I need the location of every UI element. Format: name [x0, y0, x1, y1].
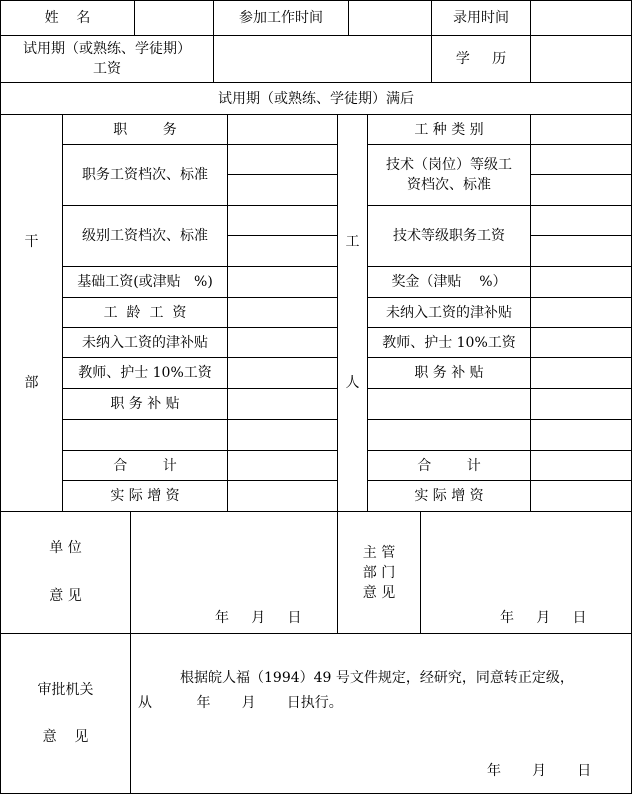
worker-teacher-nurse-label: 教师、护士 10%工资: [367, 327, 531, 358]
unit-opinion-label-cell: [0, 511, 131, 634]
hire-date-value-cell[interactable]: [530, 0, 632, 36]
cadre-value-cell[interactable]: [227, 388, 338, 420]
worker-total-label: 合 计: [367, 450, 531, 481]
after-probation-heading: 试用期（或熟练、学徒期）满后: [0, 82, 632, 115]
cadre-value-cell[interactable]: [227, 205, 338, 236]
worker-value-cell[interactable]: [530, 327, 632, 358]
cadre-seniority-wage-label: 工 龄 工 资: [62, 297, 228, 328]
approval-label-line2: 意 见: [42, 729, 89, 745]
hire-date-label: 录用时间: [431, 0, 531, 36]
cadre-base-wage-label: 基础工资(或津贴 %): [62, 266, 228, 298]
cadre-value-cell[interactable]: [227, 144, 338, 175]
cadre-empty-label-cell: [62, 419, 228, 451]
approval-label-line1: 审批机关: [37, 682, 94, 698]
cadre-total-label: 合 计: [62, 450, 228, 481]
cadre-value-cell[interactable]: [227, 174, 338, 206]
worker-value-cell[interactable]: [530, 205, 632, 236]
probation-wage-value-cell[interactable]: [213, 35, 432, 83]
worker-job-category-label: 工 种 类 别: [367, 114, 531, 145]
worker-value-cell[interactable]: [530, 419, 632, 451]
worker-value-cell[interactable]: [530, 235, 632, 267]
education-label: 学 历: [431, 35, 531, 83]
start-work-value-cell[interactable]: [348, 0, 432, 36]
worker-empty-label-cell: [367, 388, 531, 420]
unit-opinion-date: 年 月 日: [215, 610, 302, 626]
cadre-level-wage-label: 级别工资档次、标准: [62, 205, 228, 267]
cadre-value-cell[interactable]: [227, 235, 338, 267]
worker-value-cell[interactable]: [530, 114, 632, 145]
education-value-cell[interactable]: [530, 35, 632, 83]
worker-side-cell: [337, 114, 368, 512]
cadre-side-label-top: 干: [24, 234, 39, 250]
worker-value-cell[interactable]: [530, 388, 632, 420]
unit-opinion-label-line2: 意 见: [49, 588, 82, 604]
name-label: 姓 名: [0, 0, 135, 36]
worker-value-cell[interactable]: [530, 450, 632, 481]
worker-side-label-bottom: 人: [345, 375, 360, 391]
worker-bonus-label: 奖金（津贴 %）: [367, 266, 531, 298]
cadre-position-wage-label: 职务工资档次、标准: [62, 144, 228, 206]
cadre-value-cell[interactable]: [227, 114, 338, 145]
cadre-value-cell[interactable]: [227, 297, 338, 328]
supervisor-opinion-label: 主 管 部 门 意 见: [337, 511, 421, 634]
worker-duty-allowance-label: 职 务 补 贴: [367, 357, 531, 389]
cadre-actual-increase-label: 实 际 增 资: [62, 480, 228, 512]
worker-side-label-top: 工: [345, 234, 360, 250]
approval-text-line2: 从 年 月 日执行。: [138, 695, 343, 711]
approval-date: 年 月 日: [487, 763, 592, 779]
supervisor-opinion-date: 年 月 日: [500, 610, 587, 626]
cadre-side-cell: [0, 114, 63, 512]
worker-value-cell[interactable]: [530, 266, 632, 298]
worker-value-cell[interactable]: [530, 144, 632, 175]
cadre-teacher-nurse-label: 教师、护士 10%工资: [62, 357, 228, 389]
cadre-value-cell[interactable]: [227, 266, 338, 298]
cadre-value-cell[interactable]: [227, 480, 338, 512]
approval-label-cell: [0, 633, 131, 794]
cadre-value-cell[interactable]: [227, 357, 338, 389]
worker-actual-increase-label: 实 际 增 资: [367, 480, 531, 512]
unit-opinion-label-line1: 单 位: [49, 540, 82, 556]
cadre-side-label-bottom: 部: [24, 375, 39, 391]
cadre-value-cell[interactable]: [227, 450, 338, 481]
cadre-position-label: 职 务: [62, 114, 228, 145]
worker-tech-grade-wage-label: 技术（岗位）等级工 资档次、标准: [367, 144, 531, 206]
worker-tech-position-wage-label: 技术等级职务工资: [367, 205, 531, 267]
worker-value-cell[interactable]: [530, 174, 632, 206]
worker-empty-label-cell: [367, 419, 531, 451]
name-value-cell[interactable]: [134, 0, 214, 36]
cadre-duty-allowance-label: 职 务 补 贴: [62, 388, 228, 420]
start-work-label: 参加工作时间: [213, 0, 349, 36]
worker-value-cell[interactable]: [530, 297, 632, 328]
approval-text-line1: 根据皖人福（1994）49 号文件规定，经研究，同意转正定级，: [180, 670, 574, 686]
probation-wage-label: 试用期（或熟练、学徒期） 工资: [0, 35, 214, 83]
worker-value-cell[interactable]: [530, 357, 632, 389]
cadre-value-cell[interactable]: [227, 327, 338, 358]
worker-value-cell[interactable]: [530, 480, 632, 512]
cadre-value-cell[interactable]: [227, 419, 338, 451]
cadre-allowance-label: 未纳入工资的津补贴: [62, 327, 228, 358]
worker-allowance-label: 未纳入工资的津补贴: [367, 297, 531, 328]
